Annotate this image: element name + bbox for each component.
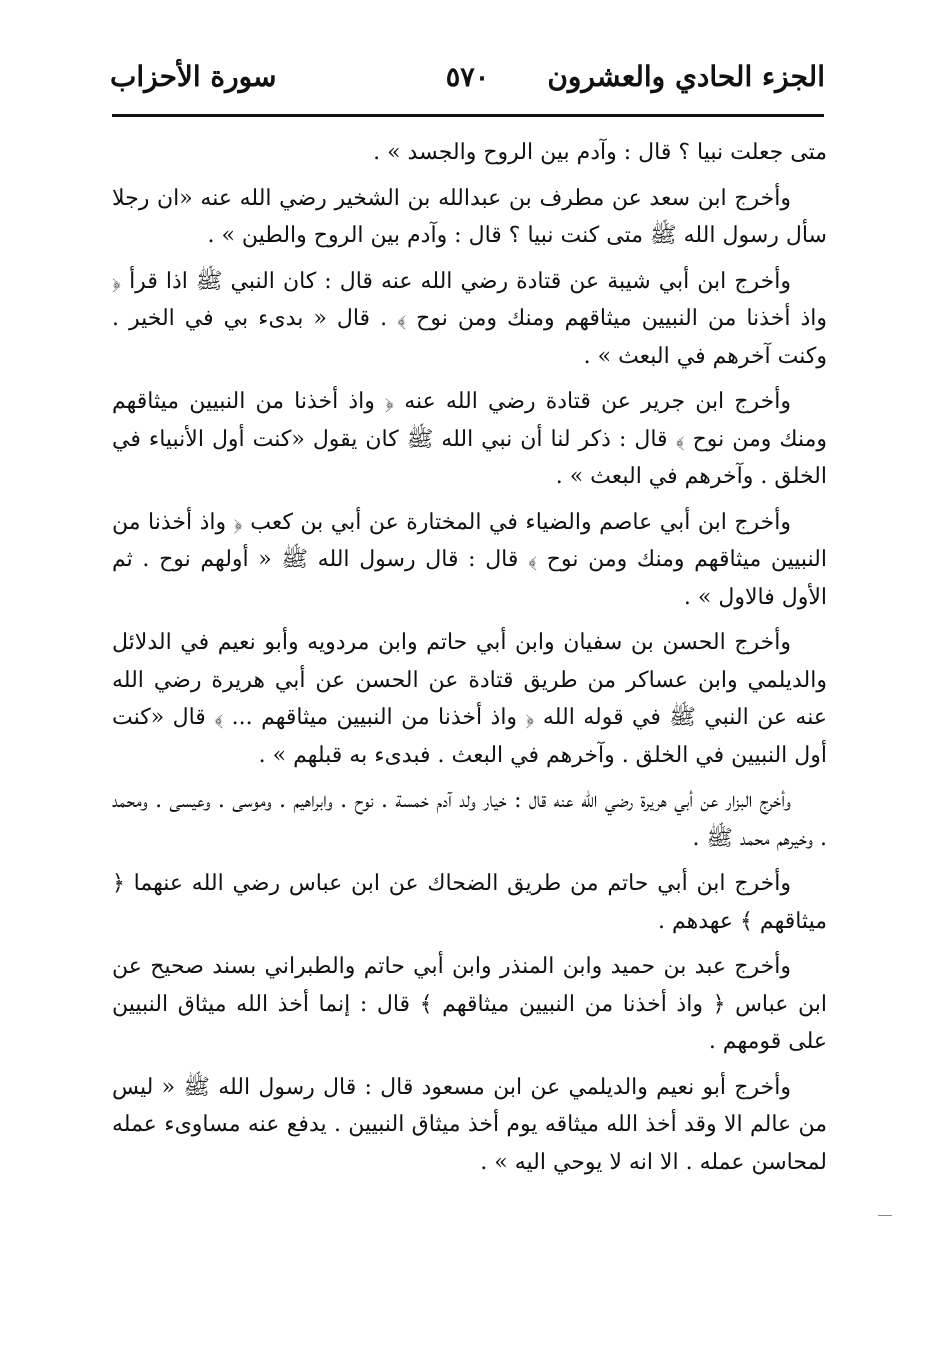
surah-title: سورة الأحزاب bbox=[110, 60, 277, 93]
paragraph: وأخرج عبد بن حميد وابن المنذر وابن أبي حاتم والطبراني بسند صحيح عن ابن عباس ﴿ واذ أخذنا من النبيين ميثاقهم ﴾ قال : إنما أخذ الله ميثاق النبيين على قومهم . bbox=[112, 954, 827, 1054]
header-rule bbox=[112, 114, 824, 117]
body-text bbox=[112, 134, 827, 1189]
paragraph: وأخرج الحسن بن سفيان وابن أبي حاتم وابن مردويه وأبو نعيم في الدلائل والديلمي وابن عساكر من طريق قتادة عن الحسن عن أبي هريرة رضي الله عنه عن النبي ﷺ في قوله الله ﴿ واذ أخذنا من النبيين ميثاقهم ... ﴾ قال «كنت أول النبيين في الخلق . وآخرهم في البعث . فبدىء به قبلهم » . bbox=[112, 630, 827, 768]
paragraph: وأخرج البزار عن أبي هريرة رضي الله عنه قال : خيار ولد آدم خمسة . نوح . وابراهيم . وموسى . وعيسى . ومحمد . وخيرهم محمد ﷺ . bbox=[112, 788, 827, 851]
running-header bbox=[110, 52, 825, 108]
paragraph: وأخرج ابن أبي حاتم من طريق الضحاك عن ابن عباس رضي الله عنهما ﴿ ميثاقهم ﴾ عهدهم . bbox=[112, 871, 827, 934]
paragraph: وأخرج أبو نعيم والديلمي عن ابن مسعود قال : قال رسول الله ﷺ « ليس من عالم الا وقد أخذ الله ميثاقه يوم أخذ ميثاق النبيين . يدفع عنه مساوىء عمله لمحاسن عمله . الا انه لا يوحي اليه » . bbox=[112, 1074, 827, 1175]
paragraph: وأخرج ابن أبي عاصم والضياء في المختارة عن أبي بن كعب ﴿ واذ أخذنا من النبيين ميثاقهم ومنك ومن نوح ﴾ قال : قال رسول الله ﷺ « أولهم نوح . ثم الأول فالاول » . bbox=[112, 509, 827, 610]
part-title: الجزء الحادي والعشرون bbox=[547, 60, 825, 93]
paragraph: متى جعلت نبيا ؟ قال : وآدم بين الروح والجسد » . bbox=[373, 140, 827, 165]
page-number: ٥٧٠ bbox=[445, 62, 490, 93]
paragraph: وأخرج ابن أبي شيبة عن قتادة رضي الله عنه قال : كان النبي ﷺ اذا قرأ ﴿ واذ أخذنا من النبيين ميثاقهم ومنك ومن نوح ﴾ . قال « بدىء بي في الخير . وكنت آخرهم في البعث » . bbox=[112, 268, 827, 369]
margin-mark bbox=[878, 1215, 892, 1216]
paragraph: وأخرج ابن جرير عن قتادة رضي الله عنه ﴿ واذ أخذنا من النبيين ميثاقهم ومنك ومن نوح ﴾ قال : ذكر لنا أن نبي الله ﷺ كان يقول «كنت أول الأنبياء في الخلق . وآخرهم في البعث » . bbox=[112, 389, 827, 489]
paragraph: وأخرج ابن سعد عن مطرف بن عبدالله بن الشخير رضي الله عنه «ان رجلا سأل رسول الله ﷺ متى كنت نبيا ؟ قال : وآدم بين الروح والطين » . bbox=[112, 185, 827, 248]
